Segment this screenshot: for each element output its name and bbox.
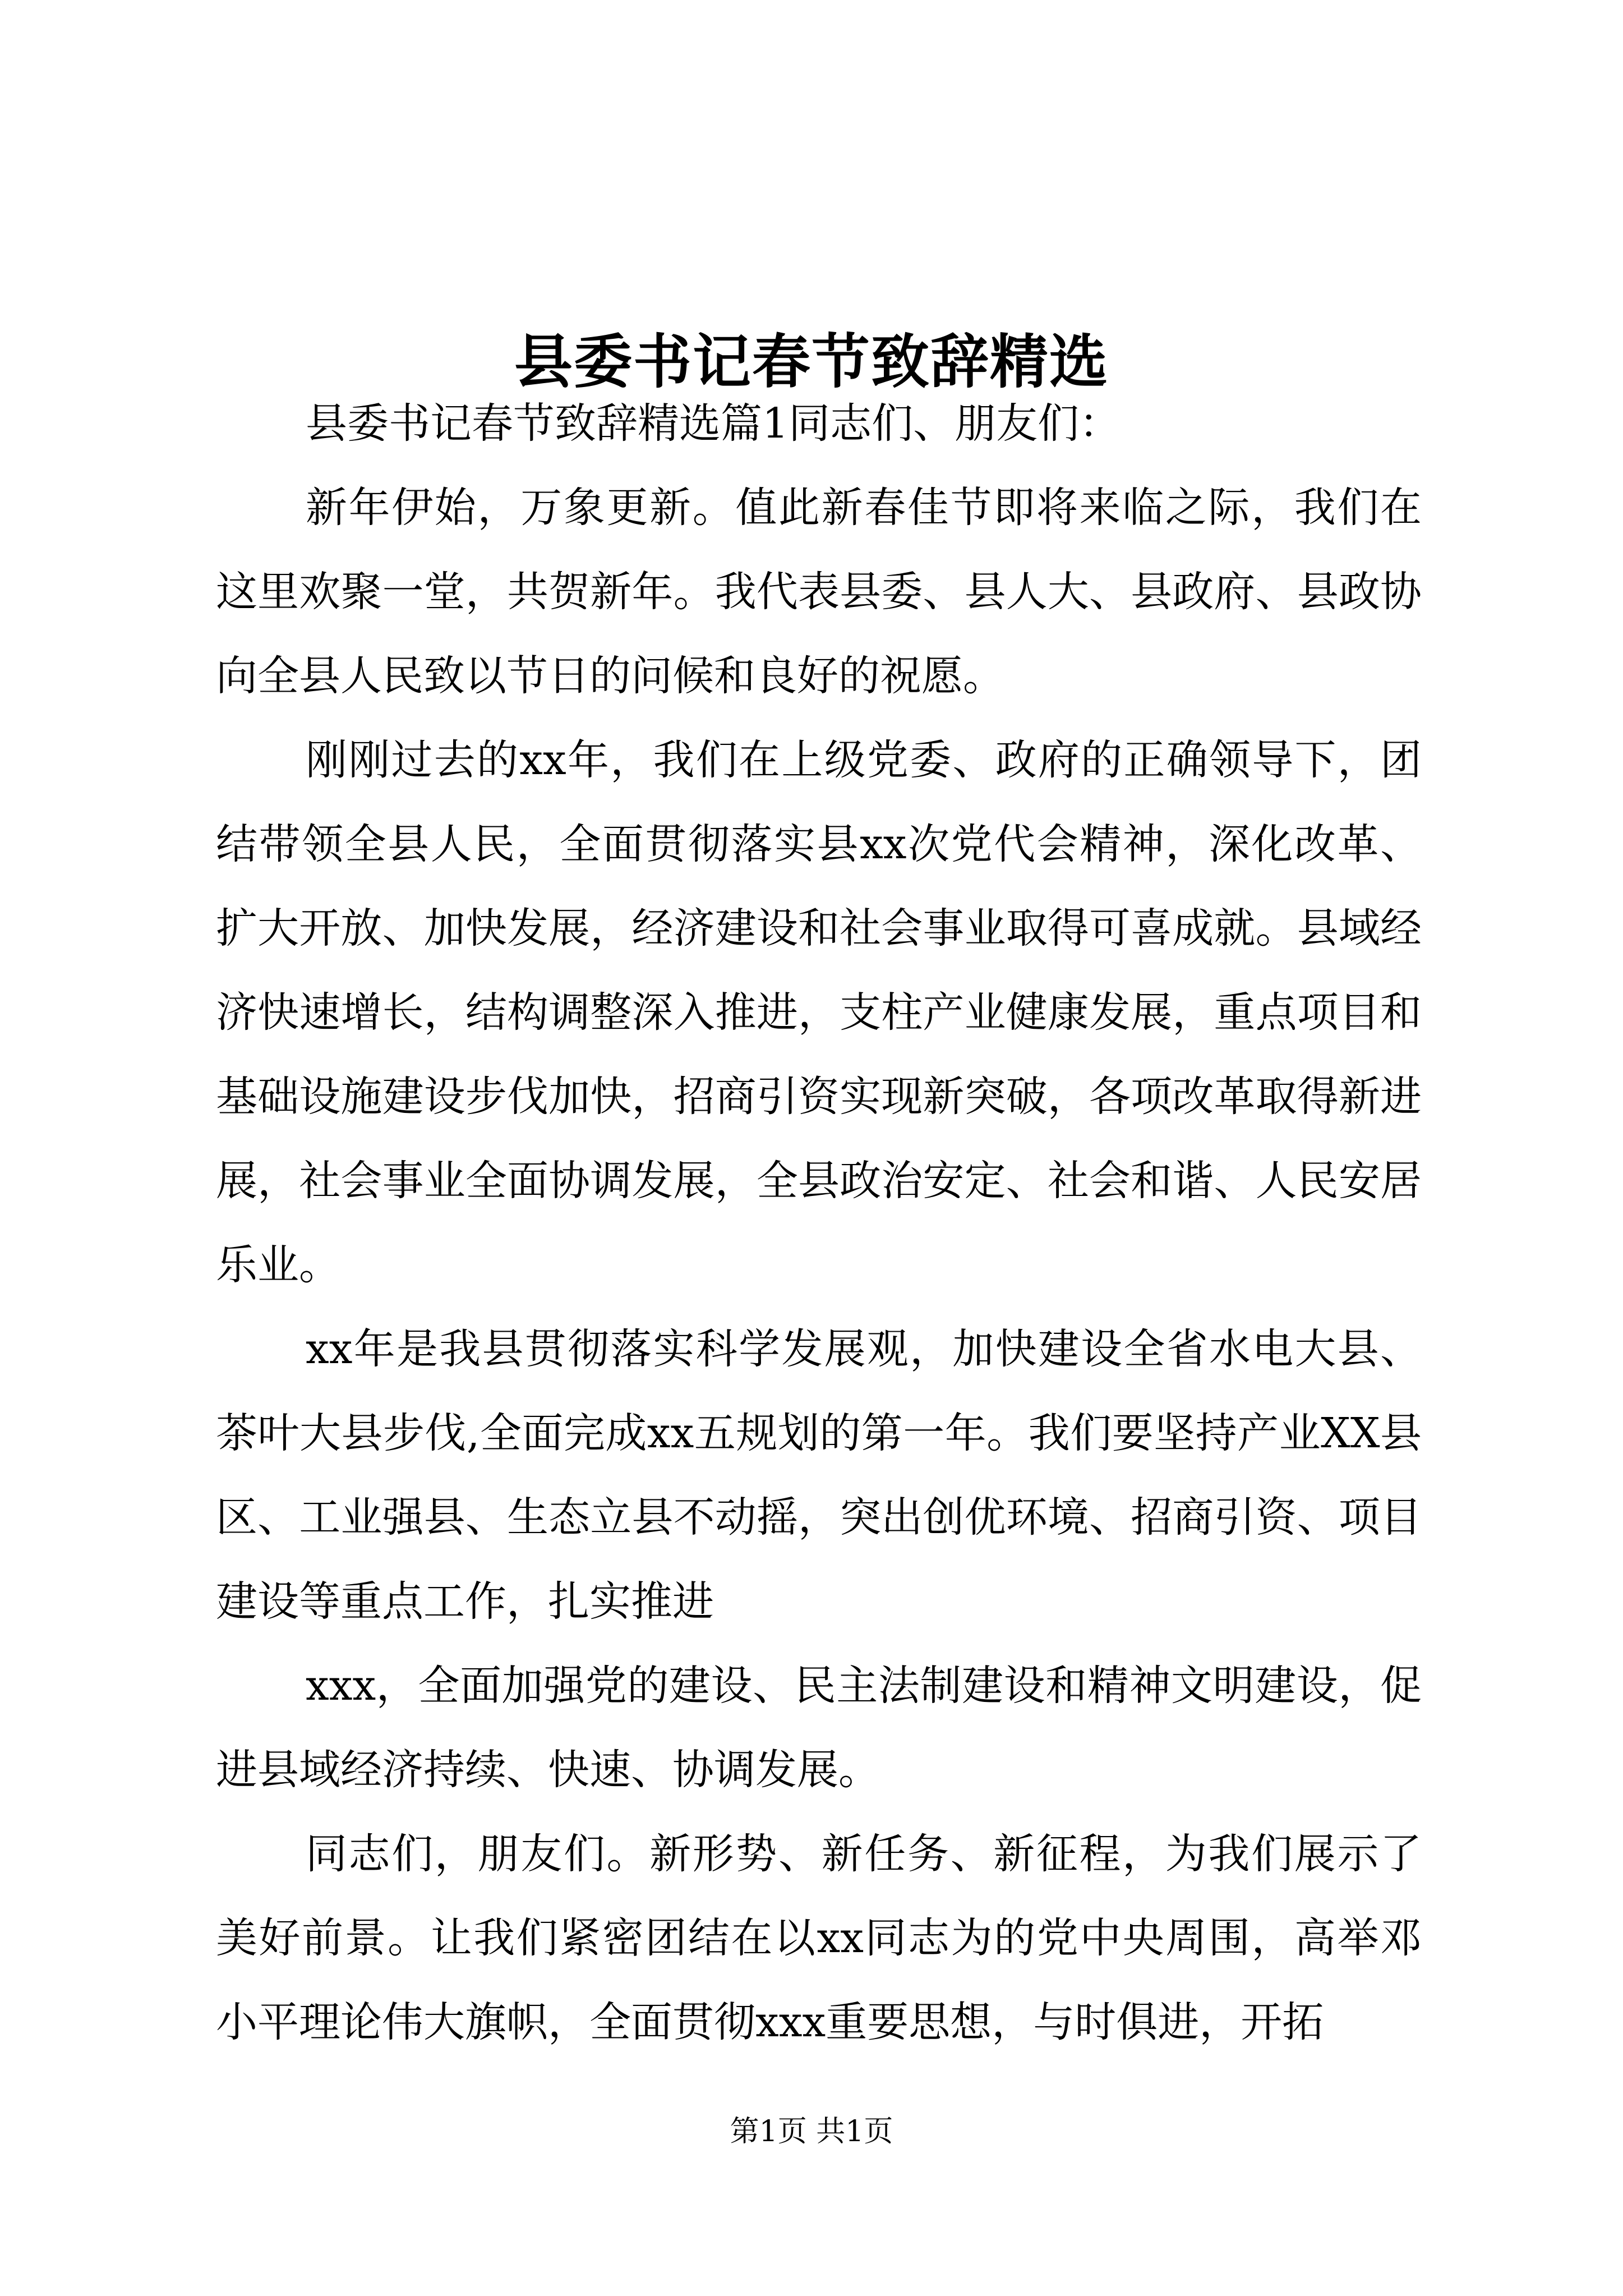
document-title: 县委书记春节致辞精选 [514,326,1109,396]
paragraph-closing: 同志们，朋友们。新形势、新任务、新征程，为我们展示了美好前景。让我们紧密团结在以xx同志为的党中央周围，高举邓小平理论伟大旗帜，全面贯彻xxx重要思想，与时俱进，开拓 [216,1830,1422,2046]
document-body [216,381,1422,2064]
paragraph-plan: xx年是我县贯彻落实科学发展观，加快建设全省水电大县、茶叶大县步伐,全面完成xx五规划的第一年。我们要坚持产业XX县区、工业强县、生态立县不动摇，突出创优环境、招商引资、项目建设等重点工作，扎实推进 [216,1325,1422,1626]
paragraph-new-year: 新年伊始，万象更新。值此新春佳节即将来临之际，我们在这里欢聚一堂，共贺新年。我代表县委、县人大、县政府、县政协向全县人民致以节日的问候和良好的祝愿。 [216,484,1422,700]
paragraph-construction: xxx，全面加强党的建设、民主法制建设和精神文明建设，促进县域经济持续、快速、协调发展。 [216,1662,1422,1794]
paragraph-past-year: 刚刚过去的xx年，我们在上级党委、政府的正确领导下，团结带领全县人民，全面贯彻落实县xx次党代会精神，深化改革、扩大开放、加快发展，经济建设和社会事业取得可喜成就。县域经济快速增长，结构调整深入推进，支柱产业健康发展，重点项目和基础设施建设步伐加快，招商引资实现新突破，各项改革取得新进展，社会事业全面协调发展，全县政治安定、社会和谐、人民安居乐业。 [216,736,1422,1289]
paragraph-greeting: 县委书记春节致辞精选篇1同志们、朋友们： [306,399,1121,448]
page-footer: 第1页 共1页 [730,2115,893,2148]
